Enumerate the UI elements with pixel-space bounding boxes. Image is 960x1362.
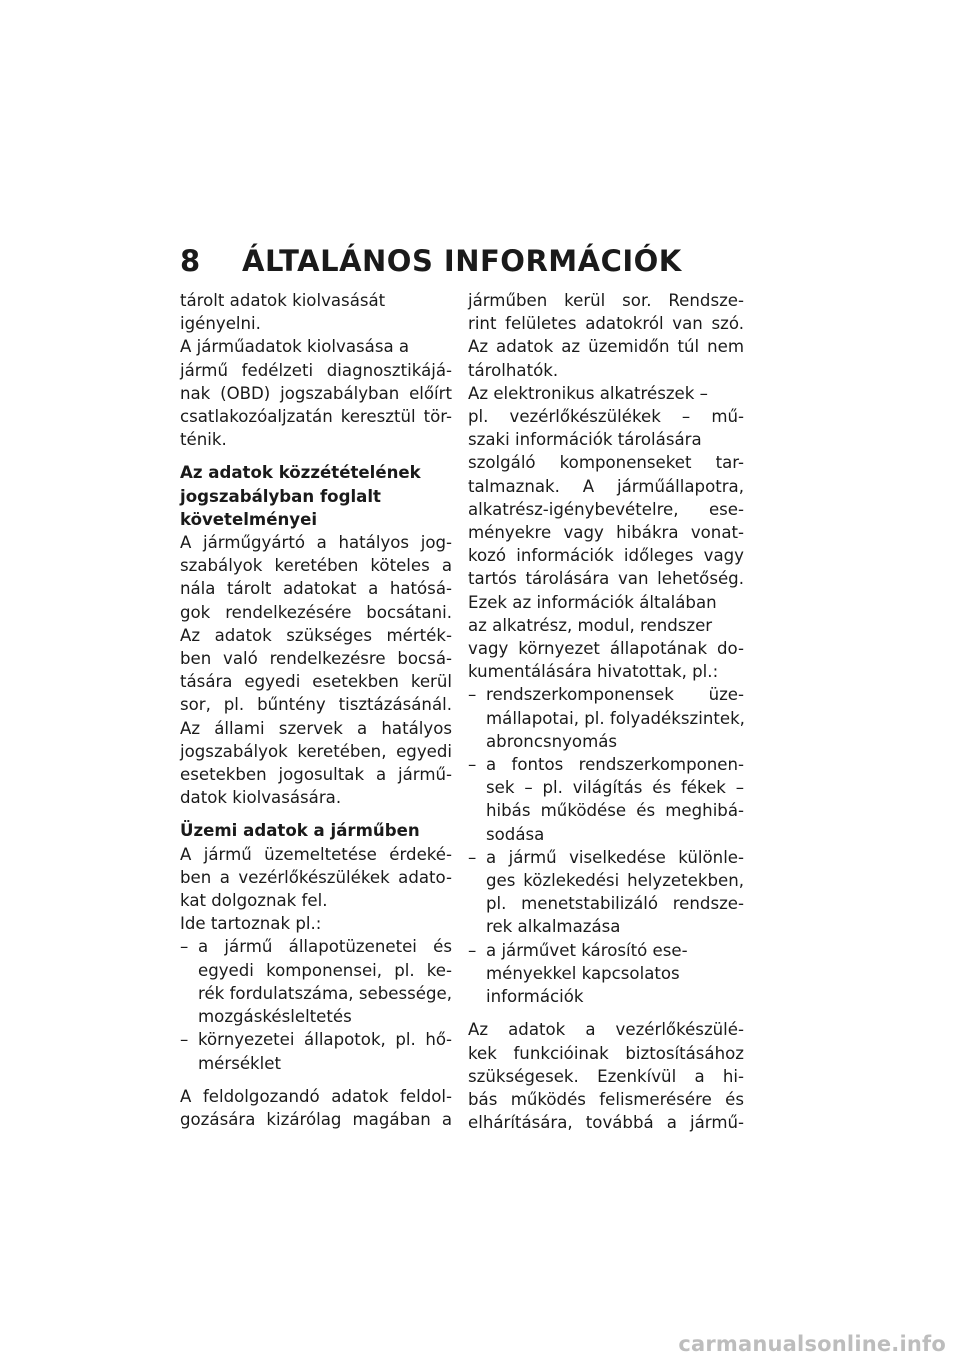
bullet-item (180, 935, 452, 1028)
text-line: nak (OBD) jogszabályban előírt (180, 383, 452, 403)
section-heading (180, 819, 452, 842)
text-line: Az adatok az üzemidőn túl nem (468, 337, 744, 357)
text-line: tására egyedi esetekben kerül (180, 672, 452, 692)
text-line: Az adatok a vezérlőkészülé- (468, 1020, 744, 1040)
paragraph (180, 289, 452, 335)
right-column (468, 289, 744, 1134)
text-line: szabályok keretében köteles a (180, 556, 452, 576)
text-line: Az elektronikus alkatrészek – (468, 383, 708, 403)
text-line: talmaznak. A járműállapotra, (468, 476, 744, 496)
text-line: gok rendelkezésére bocsátani. (180, 602, 452, 622)
paragraph (468, 289, 744, 683)
text-line: ténik. (180, 430, 227, 450)
text-line: Az adatok szükséges mérték- (180, 625, 452, 645)
watermark: carmanualsonline.info (678, 1332, 946, 1356)
text-line: gozására kizárólag magában a (180, 1109, 452, 1129)
text-line: A járműgyártó a hatályos jog- (180, 533, 452, 553)
text-line: csatlakozóaljzatán keresztül tör- (180, 407, 452, 427)
text-line: rek alkalmazása (486, 917, 621, 937)
text-line: datok kiolvasására. (180, 788, 342, 808)
text-line: mérséklet (198, 1053, 281, 1073)
text-line: a jármű állapotüzenetei és (198, 937, 452, 957)
text-line: kek funkcióinak biztosításához (468, 1043, 744, 1063)
text-line: a járművet károsító ese- (486, 940, 688, 960)
text-line: sek – pl. világítás és fékek – (486, 778, 744, 798)
text-line: pl. vezérlőkészülékek – mű- (468, 407, 744, 427)
text-line: esetekben jogosultak a jármű- (180, 765, 452, 785)
heading-line: Az adatok közzétételének (180, 463, 421, 483)
text-line: mozgáskésleltetés (198, 1007, 352, 1027)
section-heading (180, 461, 452, 531)
text-line: rendszerkomponensek üze- (486, 685, 744, 705)
text-line: tárolt adatok kiolvasását (180, 291, 386, 310)
text-line: a fontos rendszerkomponen- (486, 755, 744, 775)
text-line: abroncsnyomás (486, 731, 618, 751)
text-line: Ezek az információk általában (468, 592, 717, 612)
bullet-item (468, 683, 744, 753)
dash-mark: – (180, 937, 189, 957)
text-line: az alkatrész, modul, rendszer (468, 615, 713, 635)
text-line: szolgáló komponenseket tar- (468, 453, 744, 473)
paragraph (468, 1018, 744, 1134)
text-line: tárolhatók. (468, 360, 559, 380)
chapter-heading (180, 241, 800, 281)
text-line: A jármű üzemeltetése érdeké- (180, 844, 452, 864)
text-line: jogszabályok keretében, egyedi (180, 741, 452, 761)
left-column (180, 289, 452, 1131)
text-line: ben való rendelkezésre bocsá- (180, 649, 452, 669)
text-line: elhárítására, továbbá a jármű- (468, 1113, 744, 1133)
text-line: járműben kerül sor. Rendsze- (468, 291, 744, 310)
heading-line: Üzemi adatok a járműben (180, 821, 420, 841)
dash-mark: – (180, 1030, 189, 1050)
text-line: rék fordulatszáma, sebessége, (198, 983, 452, 1003)
bullet-item (468, 753, 744, 846)
text-line: ges közlekedési helyzetekben, (486, 871, 744, 891)
heading-line: jogszabályban foglalt (180, 486, 381, 506)
heading-line: követelményei (180, 509, 318, 529)
text-line: pl. menetstabilizáló rendsze- (486, 894, 744, 914)
bullet-item (180, 1028, 452, 1074)
text-line: bás működés felismerésére és (468, 1089, 744, 1109)
text-line: rint felületes adatokról van szó. (468, 314, 744, 334)
text-line: mállapotai, pl. folyadékszintek, (486, 708, 745, 728)
text-line: ben a vezérlőkészülékek adato- (180, 867, 452, 887)
text-line: hibás működése és meghibá- (486, 801, 744, 821)
text-line: igényelni. (180, 314, 261, 334)
text-line: nála tárolt adatokat a hatósá- (180, 579, 452, 599)
text-line: vagy környezet állapotának do- (468, 639, 744, 659)
text-line: szaki információk tárolására (468, 430, 702, 450)
text-line: ményekre vagy hibákra vonat- (468, 523, 744, 543)
paragraph (180, 843, 452, 936)
paragraph (180, 1085, 452, 1131)
text-line: sor, pl. bűntény tisztázásánál. (180, 695, 452, 715)
bullet-item (468, 846, 744, 939)
text-line: Ide tartoznak pl.: (180, 914, 322, 934)
dash-mark: – (468, 847, 477, 867)
paragraph (180, 335, 452, 451)
text-line: kat dolgoznak fel. (180, 891, 328, 911)
text-line: szükségesek. Ezenkívül a hi- (468, 1066, 744, 1086)
text-line: A feldolgozandó adatok feldol- (180, 1086, 452, 1106)
text-line: kumentálására hivatottak, pl.: (468, 662, 719, 682)
text-line: A járműadatok kiolvasása a (180, 337, 410, 357)
dash-mark: – (468, 940, 477, 960)
paragraph (180, 531, 452, 809)
text-line: egyedi komponensei, pl. ke- (198, 960, 452, 980)
dash-mark: – (468, 755, 477, 775)
text-line: jármű fedélzeti diagnosztikájá- (180, 360, 452, 380)
chapter-number: 8 (180, 244, 201, 278)
dash-mark: – (468, 685, 477, 705)
text-line: sodása (486, 824, 545, 844)
text-line: információk (486, 987, 584, 1007)
bullet-item (468, 939, 744, 1009)
text-line: a jármű viselkedése különle- (486, 847, 744, 867)
chapter-title: ÁLTALÁNOS INFORMÁCIÓK (242, 244, 682, 278)
text-line: alkatrész-igénybevételre, ese- (468, 499, 744, 519)
text-line: Az állami szervek a hatályos (180, 718, 452, 738)
text-line: kozó információk időleges vagy (468, 546, 744, 566)
text-line: környezetei állapotok, pl. hő- (198, 1030, 452, 1050)
text-line: tartós tárolására van lehetőség. (468, 569, 744, 589)
text-line: ményekkel kapcsolatos (486, 963, 680, 983)
